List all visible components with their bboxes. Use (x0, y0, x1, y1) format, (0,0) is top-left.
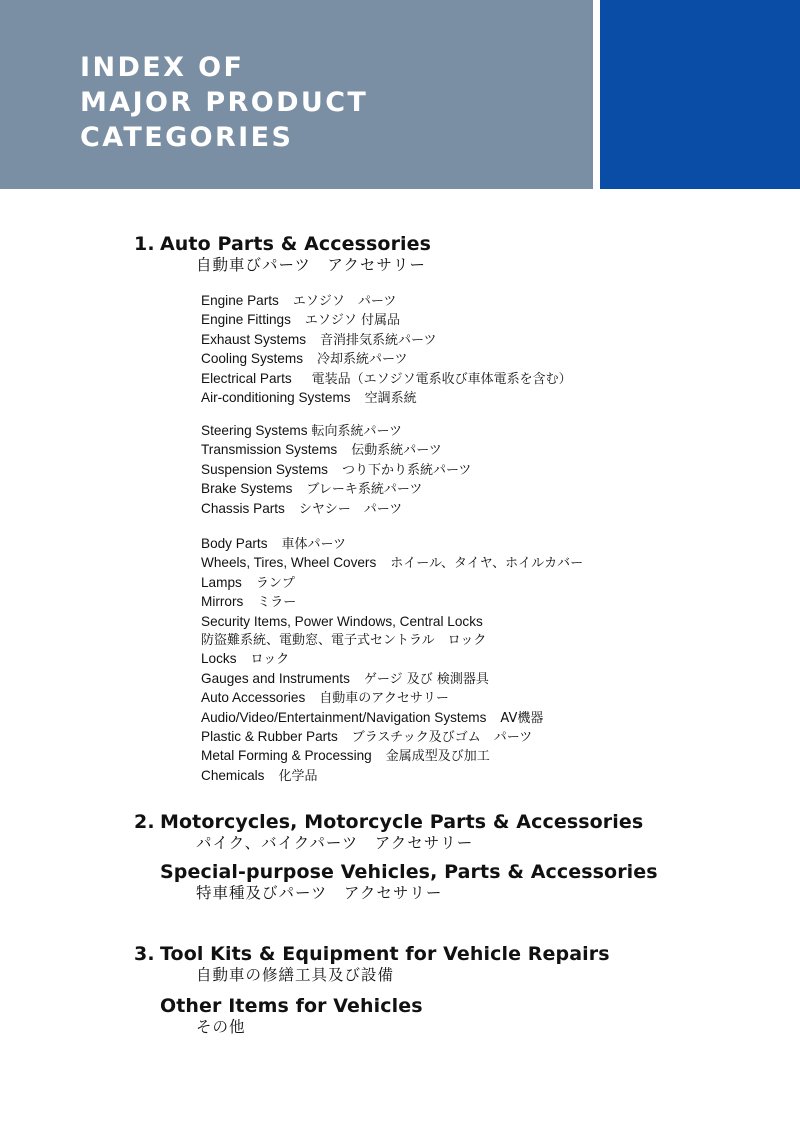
list-item: Transmission Systems 伝動系統パーツ (201, 442, 442, 459)
page-title-line-2: MAJOR PRODUCT (80, 87, 369, 118)
section-3-subtitle: Other Items for Vehicles (160, 995, 423, 1017)
list-item: Exhaust Systems 音消排気系統パーツ (201, 331, 437, 348)
list-item: Air-conditioning Systems 空調系統 (201, 390, 417, 407)
section-2-title (0, 811, 800, 833)
list-item: Security Items, Power Windows, Central Locks (201, 613, 483, 629)
section-3-title (0, 943, 800, 965)
list-item: Engine Fittings エソジソ 付属品 (201, 312, 401, 329)
section-2-title-jp: パイク、バイクパーツ アクセサリー (196, 834, 474, 852)
list-item: Electrical Parts 電装品（エソジソ電系收び車体電系を含む） (201, 370, 572, 387)
section-auto-parts (0, 233, 800, 275)
section-3-title-text: Tool Kits & Equipment for Vehicle Repairs (160, 943, 610, 965)
page-title (80, 50, 368, 155)
section-2-subtitle-jp: 特車種及びパーツ アクセサリー (196, 884, 443, 902)
section-3-title-jp: 自動車の修繕工具及び設備 (196, 966, 395, 984)
page-title-line-1: INDEX OF (80, 52, 245, 83)
item-group-engine (201, 292, 572, 408)
item-group-chassis (201, 422, 471, 519)
list-item: Suspension Systems つり下かり系統パーツ (201, 461, 472, 478)
section-2-subtitle: Special-purpose Vehicles, Parts & Accessories (160, 861, 658, 883)
list-item: Gauges and Instruments ゲージ 及び 検測器具 (201, 670, 489, 687)
list-item: Metal Forming & Processing 金属成型及び加工 (201, 748, 490, 765)
list-item: Plastic & Rubber Parts ブラスチック及びゴム パーツ (201, 729, 533, 746)
list-item: Engine Parts エソジソ パーツ (201, 293, 397, 309)
list-item: Steering Systems 転向系統パーツ (201, 423, 403, 439)
list-item: 防盜難系統、電動窓、電子式セントラル ロック (201, 633, 487, 649)
list-item: Body Parts 車体パーツ (201, 536, 346, 552)
list-item: Brake Systems ブレーキ系統パーツ (201, 481, 423, 498)
list-item: Lamps ランプ (201, 574, 295, 591)
section-tools (0, 943, 800, 1037)
list-item: Mirrors ミラー (201, 594, 297, 611)
list-item: Locks ロック (201, 651, 290, 668)
section-1-title-jp: 自動車びパーツ アクセサリー (196, 256, 426, 274)
section-2-title-text: Motorcycles, Motorcycle Parts & Accessories (160, 811, 644, 833)
section-1-number: 1. (134, 233, 155, 255)
section-1-title-text: Auto Parts & Accessories (160, 233, 432, 255)
page-title-line-3: CATEGORIES (80, 122, 294, 153)
list-item: Auto Accessories 自動車のアクセサリー (201, 690, 449, 707)
header-blue-panel (600, 0, 800, 189)
item-group-body (201, 535, 583, 786)
list-item: Cooling Systems 冷却系統パーツ (201, 351, 408, 368)
list-item: Chemicals 化学品 (201, 767, 318, 784)
list-item: Wheels, Tires, Wheel Covers ホイール、タイヤ、ホイルカバー (201, 555, 584, 572)
list-item: Chassis Parts シヤシー パーツ (201, 500, 403, 517)
section-3-subtitle-jp: その他 (196, 1018, 246, 1036)
section-motorcycles (0, 811, 800, 903)
section-2-number: 2. (134, 811, 155, 833)
section-3-number: 3. (134, 943, 155, 965)
list-item: Audio/Video/Entertainment/Navigation Systems AV機器 (201, 709, 544, 726)
section-1-title (0, 233, 800, 255)
